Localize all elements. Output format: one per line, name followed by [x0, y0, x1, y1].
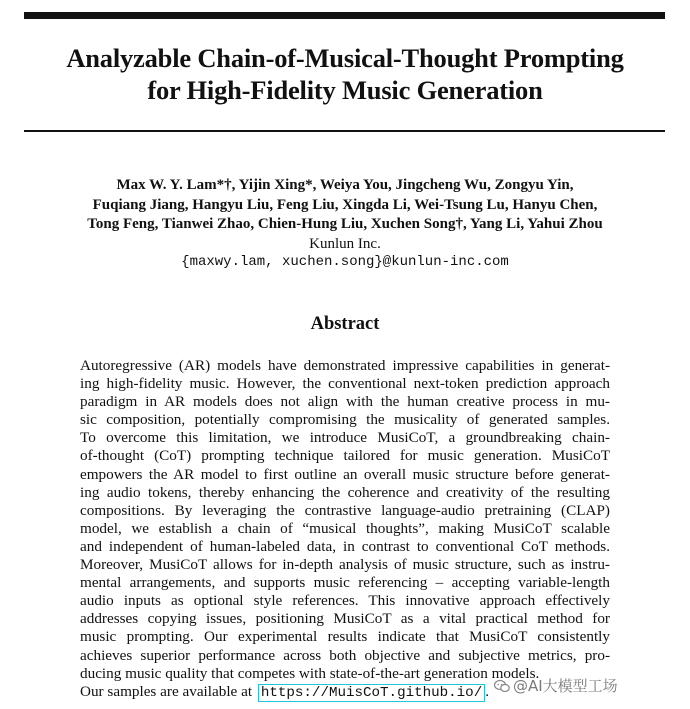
title-bottom-rule [24, 130, 665, 132]
abstract-line: model, we establish a chain of “musical thoughts”, making MusiCoT scalable [80, 519, 610, 537]
watermark [494, 676, 618, 696]
abstract-line: Moreover, MusiCoT allows for in-depth analysis of music structure, such as instru- [80, 556, 610, 574]
abstract-body [80, 357, 610, 702]
author-line: Fuqiang Jiang, Hangyu Liu, Feng Liu, Xingda Li, Wei-Tsung Lu, Hanyu Chen, [92, 196, 598, 213]
abstract-line: ing audio tokens, thereby enhancing the coherence and creativity of the resulting [80, 483, 610, 501]
abstract-line: ducing music quality that competes with state-of-the-art generation models. [80, 664, 540, 682]
author-line: Max W. Y. Lam*†, Yijin Xing*, Weiya You, Jingcheng Wu, Zongyu Yin, [116, 177, 574, 193]
abstract-line: ing high-fidelity music. However, the conventional next-token prediction approach [80, 375, 610, 393]
watermark-text: @AI大模型工场 [513, 677, 618, 695]
abstract-line: compositions. By leveraging the contrastive language-audio pretraining (CLAP) [80, 501, 610, 519]
title-line: for High-Fidelity Music Generation [147, 75, 543, 105]
abstract-line: mental arrangements, and supports music referencing – accepting variable-length [80, 574, 610, 592]
author-block [0, 176, 690, 272]
abstract-line: sic composition, potentially compromising the musicality of generated samples. [80, 411, 610, 429]
author-email: {maxwy.lam, xuchen.song}@kunlun-inc.com [181, 253, 509, 270]
top-rule [24, 12, 665, 19]
abstract-line: addresses copying issues, positioning MusiCoT as a vital practical method for [80, 610, 610, 628]
title-line: Analyzable Chain-of-Musical-Thought Prompting [66, 43, 624, 73]
affiliation: Kunlun Inc. [309, 235, 381, 252]
author-line: Tong Feng, Tianwei Zhao, Chien-Hung Liu, Xuchen Song†, Yang Li, Yahui Zhou [87, 216, 603, 232]
paper-title [0, 42, 690, 106]
samples-prefix: Our samples are available at [80, 682, 253, 700]
abstract-heading: Abstract [310, 314, 380, 334]
abstract-line: empowers the AR model to first outline an overall music structure before generat- [80, 465, 610, 483]
wechat-logo-icon [494, 678, 510, 692]
abstract-line: music prompting. Our experimental results indicate that MusiCoT consistently [80, 628, 610, 646]
abstract-line: achieves superior performance across both objective and subjective metrics, pro- [80, 646, 610, 664]
abstract-line: audio inputs as optional style references. This innovative approach effectively [80, 592, 610, 610]
samples-link[interactable]: https://MuisCoT.github.io/ [258, 684, 485, 702]
abstract-line: Autoregressive (AR) models have demonstrated impressive capabilities in generat- [80, 357, 610, 374]
abstract-line: and independent of human-labeled data, in contrast to conventional CoT methods. [80, 537, 610, 555]
abstract-line: paradigm in AR models does not align with the human creative process in mu- [80, 393, 610, 411]
samples-suffix: . [485, 682, 490, 700]
abstract-line: To overcome this limitation, we introduce MusiCoT, a groundbreaking chain- [80, 429, 610, 447]
abstract-line: of-thought (CoT) prompting technique tailored for music generation. MusiCoT [80, 447, 610, 465]
